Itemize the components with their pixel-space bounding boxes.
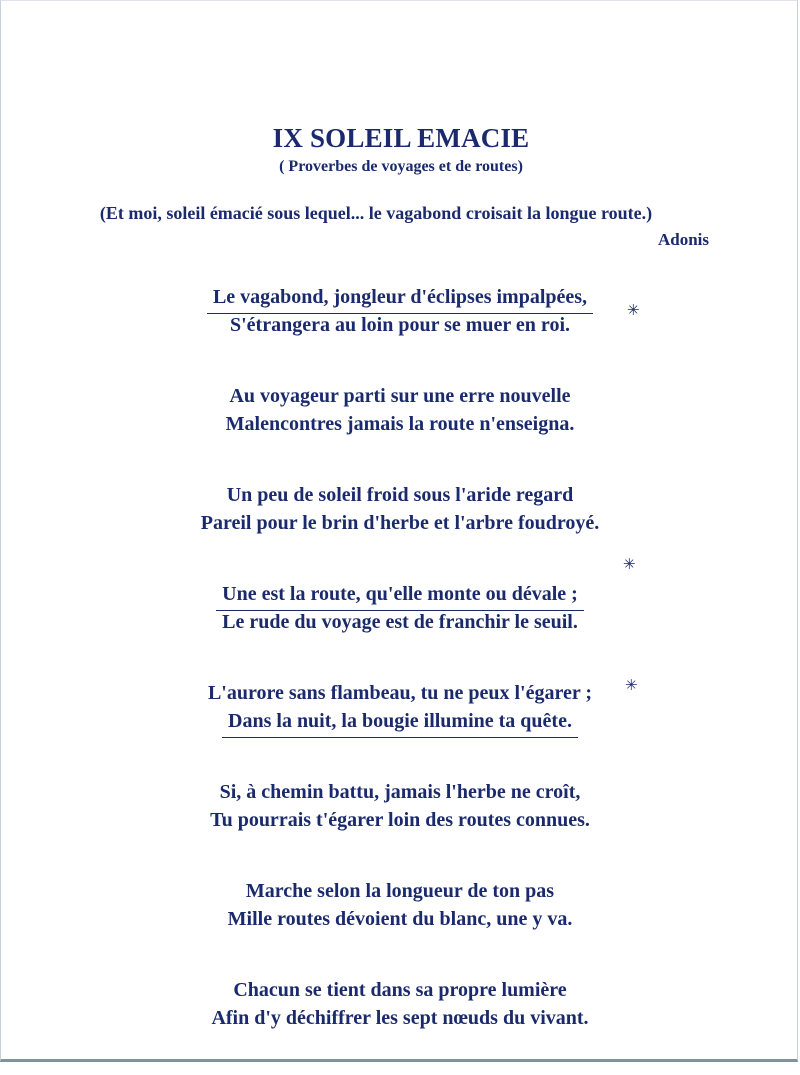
underlined-verse: Dans la nuit, la bougie illumine ta quête. xyxy=(228,707,572,735)
verse-line: Le rude du voyage est de franchir le seuil. xyxy=(222,611,578,633)
stanza xyxy=(1,481,800,537)
verse-line: S'étrangera au loin pour se muer en roi. xyxy=(230,314,570,336)
poem-title: IX SOLEIL EMACIE xyxy=(272,123,530,153)
verse-line: Marche selon la longueur de ton pas xyxy=(245,880,555,902)
verse-line: Pareil pour le brin d'herbe et l'arbre foudroyé. xyxy=(200,512,600,534)
asterisk-star-icon: ✳ xyxy=(625,678,638,694)
stanza xyxy=(1,283,800,339)
verse-line: Chacun se tient dans sa propre lumière xyxy=(233,979,567,1001)
asterisk-star-icon: ✳ xyxy=(627,303,640,319)
verse-line: Un peu de soleil froid sous l'aride regard xyxy=(226,484,574,506)
verse-line: Afin d'y déchiffrer les sept nœuds du vivant. xyxy=(211,1007,589,1029)
stanza xyxy=(1,976,800,1032)
poem-body xyxy=(1,283,800,1075)
epigraph: (Et moi, soleil émacié sous lequel... le vagabond croisait la longue route.) xyxy=(99,203,653,223)
verse-line: Tu pourrais t'égarer loin des routes connues. xyxy=(210,809,590,831)
verse-line: Malencontres jamais la route n'enseigna. xyxy=(225,413,575,435)
asterisk-star-icon: ✳ xyxy=(623,557,636,573)
stanza xyxy=(1,877,800,933)
verse-line: Au voyageur parti sur une erre nouvelle xyxy=(229,385,571,407)
verse-line: Si, à chemin battu, jamais l'herbe ne croît, xyxy=(219,781,581,803)
epigraph-author: Adonis xyxy=(657,230,709,249)
stanza xyxy=(1,382,800,438)
verse-line xyxy=(0,707,800,735)
stanza xyxy=(1,778,800,834)
underlined-verse: Le vagabond, jongleur d'éclipses impalpées, xyxy=(213,283,587,311)
stanza xyxy=(1,679,800,735)
verse-line xyxy=(0,580,800,608)
stanza xyxy=(1,580,800,636)
verse-line xyxy=(0,283,800,311)
verse-line: L'aurore sans flambeau, tu ne peux l'égarer ; xyxy=(207,682,593,704)
verse-line: Mille routes dévoient du blanc, une y va. xyxy=(227,908,573,930)
poem-subtitle: ( Proverbes de voyages et de routes) xyxy=(279,158,523,175)
underlined-verse: Une est la route, qu'elle monte ou dévale ; xyxy=(222,580,578,608)
